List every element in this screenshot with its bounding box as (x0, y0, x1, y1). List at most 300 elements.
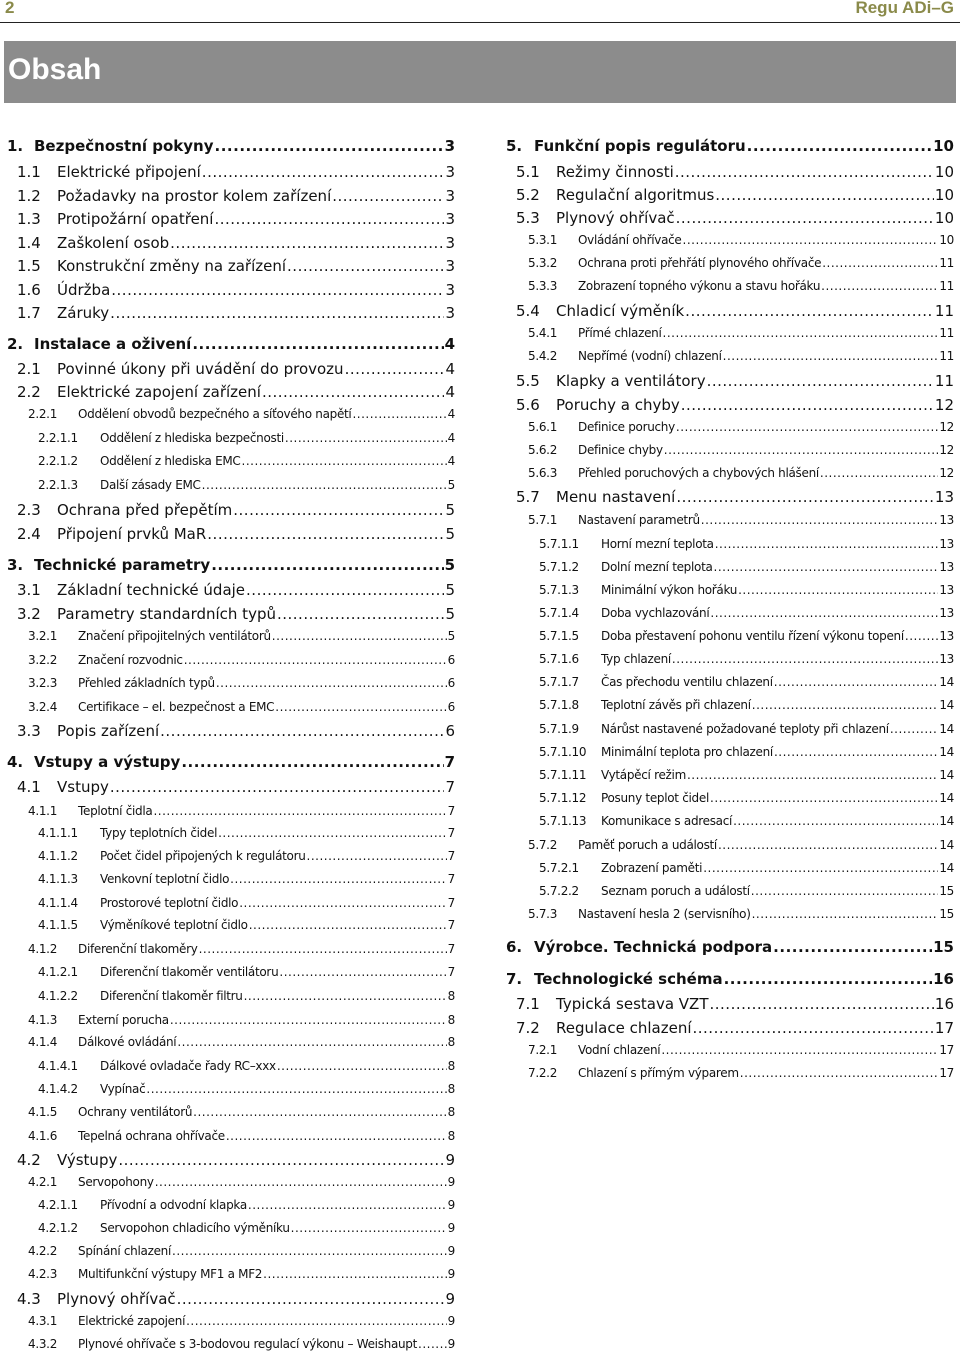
toc-entry[interactable] (516, 995, 954, 1013)
dot-leader (202, 478, 447, 492)
dot-leader (193, 1105, 446, 1119)
toc-entry-title: Plynové ohřívače s 3-bodovou regulací výkonu – Weishaupt (78, 1337, 418, 1351)
toc-entry-title: Ochrana proti přehřátí plynového ohřívače (578, 256, 822, 270)
toc-entry-page: 15 (933, 938, 954, 956)
toc-entry[interactable] (539, 629, 954, 643)
toc-entry-page: 13 (934, 488, 954, 506)
toc-entry-number: 4.2.1 (28, 1175, 58, 1189)
toc-entry[interactable] (528, 838, 954, 852)
toc-entry[interactable] (528, 513, 954, 527)
dot-leader (207, 525, 444, 543)
toc-entry-title: Nepřímé (vodní) chlazení (578, 349, 722, 363)
toc-entry[interactable] (516, 163, 954, 181)
toc-entry[interactable] (528, 349, 954, 363)
dot-leader (291, 1221, 447, 1235)
toc-entry-page: 3 (445, 187, 455, 205)
dot-leader (186, 1314, 447, 1328)
toc-entry[interactable] (28, 653, 455, 667)
toc-entry-number: 2.2.1.2 (38, 454, 78, 468)
dot-leader (661, 1043, 938, 1057)
toc-entry[interactable] (28, 407, 455, 421)
toc-entry-title: Chlazení s přímým výparem (578, 1066, 739, 1080)
toc-entry[interactable] (539, 583, 954, 597)
toc-entry[interactable] (539, 652, 954, 666)
toc-entry-page: 11 (939, 326, 954, 340)
toc-entry[interactable] (539, 884, 954, 898)
dot-leader (263, 1267, 447, 1281)
toc-entry[interactable] (17, 722, 455, 740)
toc-entry[interactable] (28, 942, 455, 956)
toc-entry[interactable] (516, 186, 954, 204)
toc-entry-page: 9 (445, 1290, 455, 1308)
toc-entry-page: 10 (933, 137, 954, 155)
toc-entry[interactable] (28, 1035, 455, 1049)
toc-entry[interactable] (17, 304, 455, 322)
toc-entry-page: 7 (447, 849, 455, 863)
toc-entry[interactable] (506, 137, 954, 155)
toc-entry[interactable] (516, 209, 954, 227)
toc-entry[interactable] (17, 501, 455, 519)
toc-entry-title: Externí porucha (78, 1013, 169, 1027)
dot-leader (740, 1066, 939, 1080)
toc-entry-title: Vytápěcí režim (601, 768, 686, 782)
toc-entry-number: 4.1.1.4 (38, 896, 78, 910)
dot-leader (230, 872, 447, 886)
toc-entry-page: 13 (939, 560, 954, 574)
toc-entry-title: Multifunkční výstupy MF1 a MF2 (78, 1267, 263, 1281)
toc-entry-number: 3.2.4 (28, 700, 58, 714)
toc-entry-page: 16 (933, 970, 954, 988)
dot-leader (170, 234, 444, 252)
toc-entry[interactable] (28, 700, 455, 714)
toc-entry-page: 4 (445, 383, 455, 401)
toc-entry-number: 1.1 (17, 163, 41, 181)
toc-entry-number: 3.2 (17, 605, 41, 623)
toc-entry[interactable] (17, 281, 455, 299)
toc-entry-page: 10 (939, 233, 954, 247)
toc-entry[interactable] (28, 1267, 455, 1281)
toc-entry[interactable] (506, 970, 954, 988)
dot-leader (170, 1013, 447, 1027)
toc-entry[interactable] (28, 1337, 455, 1351)
toc-entry-page: 4 (445, 360, 455, 378)
toc-entry-number: 5.7.1.13 (539, 814, 587, 828)
toc-entry-title: Funkční popis regulátoru (534, 137, 746, 155)
toc-entry[interactable] (17, 360, 455, 378)
toc-entry-page: 13 (939, 629, 954, 643)
toc-entry-title: Plynový ohřívač (556, 209, 675, 227)
toc-entry[interactable] (539, 560, 954, 574)
toc-entry-title: Spínání chlazení (78, 1244, 171, 1258)
toc-entry-page: 14 (939, 675, 954, 689)
toc-entry[interactable] (38, 478, 455, 492)
toc-entry-title: Doba vychlazování (601, 606, 710, 620)
toc-entry[interactable] (528, 233, 954, 247)
toc-entry[interactable] (506, 938, 954, 956)
toc-entry[interactable] (528, 907, 954, 921)
toc-entry-number: 2.1 (17, 360, 41, 378)
toc-entry-number: 4.1.4 (28, 1035, 58, 1049)
dot-leader (345, 360, 445, 378)
dot-leader (724, 970, 933, 988)
toc-entry-title: Technologické schéma (534, 970, 723, 988)
toc-entry-title: Instalace a oživení (34, 335, 192, 353)
toc-entry[interactable] (28, 629, 455, 643)
dot-leader (272, 629, 447, 643)
toc-entry-title: Definice poruchy (578, 420, 675, 434)
dot-leader (751, 884, 939, 898)
dot-leader (248, 1198, 447, 1212)
toc-entry[interactable] (539, 768, 954, 782)
toc-entry-number: 5.7.1.12 (539, 791, 587, 805)
toc-entry-number: 7.2 (516, 1019, 540, 1037)
dot-leader (216, 676, 447, 690)
toc-entry[interactable] (28, 804, 455, 818)
toc-entry-title: Počet čidel připojených k regulátoru (100, 849, 306, 863)
toc-entry-number: 5.7.1.2 (539, 560, 579, 574)
toc-entry-page: 17 (939, 1043, 954, 1057)
dot-leader (701, 513, 939, 527)
toc-entry[interactable] (28, 1175, 455, 1189)
toc-entry[interactable] (539, 861, 954, 875)
toc-entry[interactable] (17, 525, 455, 543)
toc-entry[interactable] (38, 1198, 455, 1212)
dot-leader (215, 137, 444, 155)
toc-entry-title: Diferenční tlakoměr filtru (100, 989, 243, 1003)
toc-entry-title: Servopohon chladicího výměníku (100, 1221, 290, 1235)
toc-entry-title: Typ chlazení (601, 652, 671, 666)
toc-entry-title: Dálkové ovládání (78, 1035, 177, 1049)
dot-leader (155, 1175, 447, 1189)
toc-entry-page: 16 (934, 995, 954, 1013)
toc-entry[interactable] (17, 163, 455, 181)
toc-entry[interactable] (17, 1290, 455, 1308)
dot-leader (774, 745, 938, 759)
dot-leader (685, 302, 934, 320)
toc-entry[interactable] (17, 257, 455, 275)
toc-entry-page: 5 (445, 605, 455, 623)
toc-entry-page: 10 (934, 186, 954, 204)
toc-entry-number: 2.2 (17, 383, 41, 401)
toc-entry-page: 6 (447, 676, 455, 690)
toc-entry-title: Konstrukční změny na zařízení (57, 257, 287, 275)
toc-entry[interactable] (38, 1082, 455, 1096)
dot-leader (285, 431, 447, 445)
toc-entry-number: 5.7.1.6 (539, 652, 579, 666)
toc-entry[interactable] (17, 187, 455, 205)
toc-entry-page: 8 (447, 1013, 455, 1027)
toc-entry-number: 3.2.1 (28, 629, 58, 643)
toc-entry[interactable] (528, 420, 954, 434)
dot-leader (820, 466, 938, 480)
dot-leader (153, 804, 446, 818)
toc-entry-number: 5.7.3 (528, 907, 558, 921)
toc-entry-title: Servopohony (78, 1175, 154, 1189)
toc-entry-page: 15 (939, 907, 954, 921)
dot-leader (279, 965, 446, 979)
dot-leader (672, 652, 938, 666)
toc-entry[interactable] (28, 1129, 455, 1143)
toc-entry-page: 6 (447, 700, 455, 714)
toc-entry[interactable] (17, 234, 455, 252)
toc-entry[interactable] (28, 1244, 455, 1258)
dot-leader (718, 838, 938, 852)
toc-entry-title: Certifikace – el. bezpečnost a EMC (78, 700, 275, 714)
toc-entry-number: 2.2.1.3 (38, 478, 78, 492)
toc-entry-number: 2.3 (17, 501, 41, 519)
toc-entry-page: 7 (447, 872, 455, 886)
toc-entry[interactable] (539, 722, 954, 736)
dot-leader (277, 605, 444, 623)
toc-entry-number: 5.3.3 (528, 279, 558, 293)
toc-entry[interactable] (539, 791, 954, 805)
toc-entry-title: Zobrazení topného výkonu a stavu hořáku (578, 279, 821, 293)
toc-entry[interactable] (38, 989, 455, 1003)
toc-entry-number: 3.2.2 (28, 653, 58, 667)
toc-entry[interactable] (7, 137, 455, 155)
toc-entry-title: Typy teplotních čidel (100, 826, 218, 840)
toc-entry-number: 5.7.1.10 (539, 745, 587, 759)
toc-entry-page: 9 (445, 1151, 455, 1169)
toc-entry-number: 4.3.1 (28, 1314, 58, 1328)
toc-entry-number: 1.7 (17, 304, 41, 322)
toc-entry-title: Vypínač (100, 1082, 146, 1096)
toc-entry-page: 3 (445, 210, 455, 228)
toc-entry-number: 7. (506, 970, 523, 988)
toc-entry-title: Plynový ohřívač (57, 1290, 176, 1308)
toc-entry[interactable] (28, 1314, 455, 1328)
toc-entry-page: 3 (445, 234, 455, 252)
dot-leader (693, 1019, 934, 1037)
toc-entry-page: 11 (934, 372, 954, 390)
toc-entry[interactable] (17, 778, 455, 796)
toc-entry[interactable] (528, 279, 954, 293)
toc-entry-number: 5.7.2.1 (539, 861, 579, 875)
toc-entry-title: Základní technické údaje (57, 581, 246, 599)
toc-entry[interactable] (17, 605, 455, 623)
toc-entry[interactable] (528, 1043, 954, 1057)
toc-entry-title: Přehled poruchových a chybových hlášení (578, 466, 819, 480)
dot-leader (307, 849, 447, 863)
toc-entry-page: 14 (939, 838, 954, 852)
toc-entry[interactable] (539, 537, 954, 551)
toc-entry-number: 4.2.1.2 (38, 1221, 78, 1235)
dot-leader (277, 1059, 447, 1073)
toc-entry-title: Záruky (57, 304, 110, 322)
toc-entry-title: Technické parametry (34, 556, 211, 574)
toc-entry[interactable] (28, 1013, 455, 1027)
toc-entry[interactable] (539, 745, 954, 759)
toc-entry-number: 7.2.1 (528, 1043, 558, 1057)
toc-entry[interactable] (7, 753, 455, 771)
dot-leader (192, 335, 443, 353)
toc-entry[interactable] (528, 326, 954, 340)
toc-entry-page: 13 (939, 652, 954, 666)
toc-entry[interactable] (38, 872, 455, 886)
toc-entry-page: 3 (445, 163, 455, 181)
toc-entry-title: Typická sestava VZT (556, 995, 709, 1013)
toc-entry[interactable] (28, 676, 455, 690)
toc-entry[interactable] (528, 443, 954, 457)
toc-entry[interactable] (516, 396, 954, 414)
toc-entry-page: 4 (447, 407, 455, 421)
toc-entry[interactable] (539, 698, 954, 712)
toc-entry-page: 14 (939, 814, 954, 828)
toc-entry[interactable] (528, 466, 954, 480)
dot-leader (710, 791, 938, 805)
dot-leader (774, 675, 939, 689)
toc-entry-page: 13 (939, 583, 954, 597)
dot-leader (676, 209, 934, 227)
toc-entry-title: Regulace chlazení (556, 1019, 692, 1037)
toc-entry-page: 7 (447, 826, 455, 840)
toc-entry-number: 4.1.1.2 (38, 849, 78, 863)
toc-entry-page: 13 (939, 537, 954, 551)
toc-entry[interactable] (38, 431, 455, 445)
toc-entry[interactable] (38, 965, 455, 979)
toc-entry-page: 9 (447, 1198, 455, 1212)
toc-entry-title: Elektrické připojení (57, 163, 201, 181)
dot-leader (663, 326, 939, 340)
toc-entry-number: 5.7.2 (528, 838, 558, 852)
toc-entry-title: Diferenční tlakoměr ventilátoru (100, 965, 279, 979)
toc-entry-number: 5.7.1.4 (539, 606, 579, 620)
toc-entry-title: Oddělení z hlediska bezpečnosti (100, 431, 284, 445)
toc-entry-title: Posuny teplot čidel (601, 791, 709, 805)
toc-entry-title: Vodní chlazení (578, 1043, 661, 1057)
toc-entry-title: Vstupy a výstupy (34, 753, 181, 771)
dot-leader (172, 1244, 447, 1258)
toc-entry-page: 12 (939, 443, 954, 457)
toc-entry-title: Parametry standardních typů (57, 605, 276, 623)
toc-entry-title: Tepelná ochrana ohřívače (78, 1129, 225, 1143)
toc-entry-number: 5.7.1.8 (539, 698, 579, 712)
toc-entry-title: Doba přestavení pohonu ventilu řízení výkonu topení (601, 629, 904, 643)
toc-entry-number: 5.4.2 (528, 349, 558, 363)
toc-entry[interactable] (7, 556, 455, 574)
toc-entry-title: Další zásady EMC (100, 478, 201, 492)
toc-entry[interactable] (38, 1221, 455, 1235)
toc-entry[interactable] (516, 372, 954, 390)
toc-entry[interactable] (17, 383, 455, 401)
toc-entry-title: Zobrazení paměti (601, 861, 703, 875)
toc-entry-number: 7.2.2 (528, 1066, 558, 1080)
toc-entry[interactable] (539, 814, 954, 828)
toc-entry-page: 8 (447, 1035, 455, 1049)
toc-entry-title: Minimální teplota pro chlazení (601, 745, 773, 759)
dot-leader (747, 137, 932, 155)
dot-leader (905, 629, 938, 643)
toc-entry[interactable] (17, 210, 455, 228)
toc-entry-page: 7 (447, 804, 455, 818)
toc-entry-page: 9 (447, 1314, 455, 1328)
toc-entry-title: Dolní mezní teplota (601, 560, 713, 574)
toc-entry-number: 5.7.1.7 (539, 675, 579, 689)
toc-entry-page: 11 (934, 302, 954, 320)
toc-entry-number: 5.6 (516, 396, 540, 414)
toc-entry-number: 4.1.2.2 (38, 989, 78, 1003)
toc-entry[interactable] (28, 1105, 455, 1119)
toc-entry-page: 5 (444, 556, 455, 574)
toc-entry[interactable] (528, 256, 954, 270)
toc-entry[interactable] (7, 335, 455, 353)
toc-entry-title: Ochrany ventilátorů (78, 1105, 193, 1119)
toc-entry-number: 4.1.3 (28, 1013, 58, 1027)
toc-entry-number: 5.7.1.9 (539, 722, 579, 736)
toc-entry[interactable] (38, 826, 455, 840)
toc-entry[interactable] (38, 1059, 455, 1073)
page-header (0, 0, 960, 23)
toc-entry-number: 5.7.1 (528, 513, 558, 527)
toc-entry[interactable] (539, 606, 954, 620)
toc-entry-title: Definice chyby (578, 443, 663, 457)
dot-leader (181, 753, 443, 771)
toc-entry-title: Regulační algoritmus (556, 186, 715, 204)
toc-entry-page: 13 (939, 513, 954, 527)
toc-entry[interactable] (38, 849, 455, 863)
toc-entry-page: 8 (447, 1059, 455, 1073)
toc-entry-number: 4.1.2 (28, 942, 58, 956)
toc-entry[interactable] (516, 302, 954, 320)
dot-leader (703, 861, 938, 875)
dot-leader (773, 938, 932, 956)
toc-entry-number: 4.2.3 (28, 1267, 58, 1281)
dot-leader (211, 556, 443, 574)
toc-entry-page: 12 (939, 420, 954, 434)
toc-entry-title: Minimální výkon hořáku (601, 583, 738, 597)
dot-leader (822, 256, 938, 270)
toc-entry-number: 5.6.2 (528, 443, 558, 457)
toc-entry-number: 5.7.1.11 (539, 768, 587, 782)
toc-entry[interactable] (17, 1151, 455, 1169)
dot-leader (733, 814, 938, 828)
toc-entry-title: Výstupy (57, 1151, 118, 1169)
toc-entry-number: 5.3.1 (528, 233, 558, 247)
toc-entry[interactable] (38, 896, 455, 910)
toc-entry-title: Přímé chlazení (578, 326, 662, 340)
toc-entry-title: Seznam poruch a událostí (601, 884, 750, 898)
toc-entry[interactable] (516, 1019, 954, 1037)
toc-entry[interactable] (528, 1066, 954, 1080)
dot-leader (184, 653, 447, 667)
toc-entry-page: 8 (447, 1129, 455, 1143)
toc-entry-page: 5 (447, 478, 455, 492)
toc-entry-page: 4 (447, 454, 455, 468)
toc-entry-page: 10 (934, 209, 954, 227)
toc-entry[interactable] (38, 454, 455, 468)
toc-entry-number: 5.3 (516, 209, 540, 227)
toc-entry-number: 2.4 (17, 525, 41, 543)
toc-entry[interactable] (516, 488, 954, 506)
dot-leader (676, 420, 938, 434)
toc-entry-page: 7 (445, 778, 455, 796)
toc-entry-number: 5.1 (516, 163, 540, 181)
toc-entry-page: 5 (445, 525, 455, 543)
toc-entry-number: 1.6 (17, 281, 41, 299)
dot-leader (664, 443, 939, 457)
toc-entry-title: Diferenční tlakoměry (78, 942, 198, 956)
dot-leader (177, 1035, 446, 1049)
toc-entry-number: 1.2 (17, 187, 41, 205)
toc-entry-page: 6 (445, 722, 455, 740)
toc-entry[interactable] (38, 918, 455, 932)
toc-entry-page: 14 (939, 861, 954, 875)
toc-entry-title: Popis zařízení (57, 722, 160, 740)
toc-entry[interactable] (17, 581, 455, 599)
toc-entry[interactable] (539, 675, 954, 689)
toc-entry-number: 4.3.2 (28, 1337, 58, 1351)
toc-entry-title: Výrobce. Technická podpora (534, 938, 773, 956)
